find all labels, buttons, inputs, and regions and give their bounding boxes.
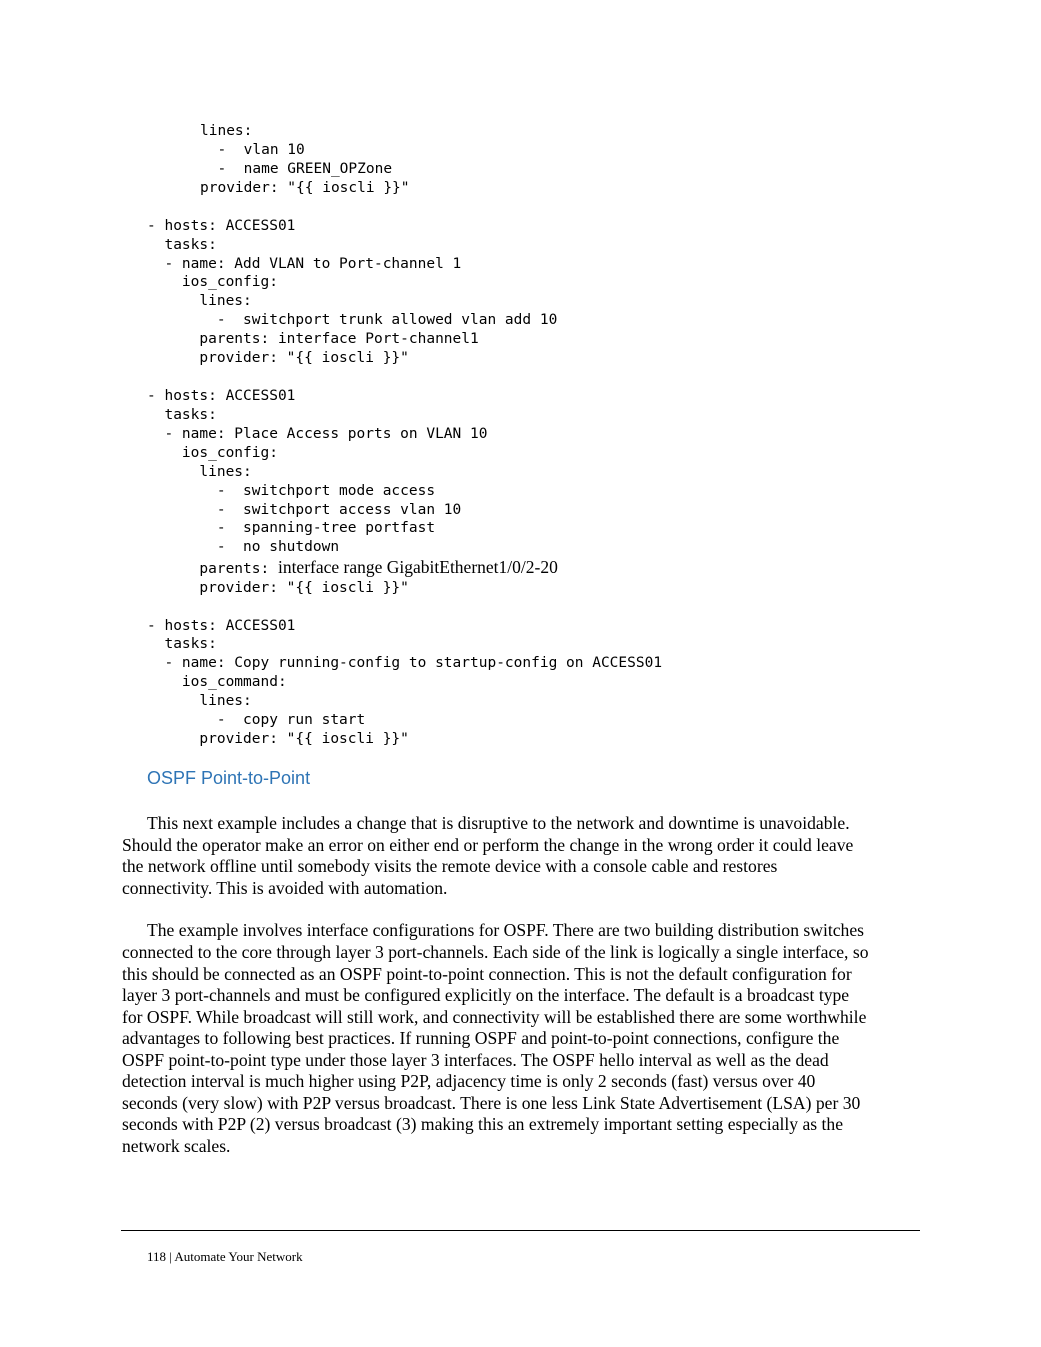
paragraph-line: Should the operator make an error on either end or perform the change in the wrong order it could leave (122, 835, 854, 855)
code-line: lines: (147, 693, 252, 709)
code-line: - switchport trunk allowed vlan add 10 (147, 312, 558, 328)
paragraph-line: for OSPF. While broadcast will still work, and connectivity will be established there are some worthwhile (122, 1007, 867, 1027)
code-line: ios_config: (147, 445, 278, 461)
code-line: - hosts: ACCESS01 (147, 618, 296, 634)
code-line: - copy run start (147, 712, 366, 728)
code-line: provider: "{{ ioscli }}" (147, 731, 409, 747)
code-line: tasks: (147, 636, 217, 652)
code-parents-value: interface range GigabitEthernet1/0/2-20 (277, 557, 558, 577)
code-line: - hosts: ACCESS01 (147, 388, 296, 404)
paragraph-line: connected to the core through layer 3 port-channels. Each side of the link is logically a single interface, so (122, 942, 869, 962)
code-line: - switchport mode access (147, 483, 436, 499)
code-line: - name GREEN_OPZone (200, 161, 393, 177)
code-line: provider: "{{ ioscli }}" (147, 580, 409, 596)
paragraph-line: network scales. (122, 1136, 231, 1156)
paragraph-line: OSPF point-to-point type under those layer 3 interfaces. The OSPF hello interval as well as the dead (122, 1050, 829, 1070)
code-line: - name: Copy running-config to startup-config on ACCESS01 (147, 655, 663, 671)
code-line: - name: Add VLAN to Port-channel 1 (147, 256, 462, 272)
paragraph-line: detection interval is much higher using P2P, adjacency time is only 2 seconds (fast) versus over 40 (122, 1071, 816, 1091)
code-line: provider: "{{ ioscli }}" (147, 350, 409, 366)
code-line: - vlan 10 (200, 142, 305, 158)
paragraph-line: connectivity. This is avoided with automation. (122, 878, 448, 898)
paragraph-line: seconds (very slow) with P2P versus broadcast. There is one less Link State Advertisement (LSA) per 30 (122, 1093, 861, 1113)
code-line: - name: Place Access ports on VLAN 10 (147, 426, 488, 442)
code-line: lines: (147, 293, 252, 309)
code-line: parents: interface Port-channel1 (147, 331, 479, 347)
page-footer: 118 | Automate Your Network (147, 1249, 303, 1264)
paragraph-line: The example involves interface configurations for OSPF. There are two building distribution switches (147, 920, 865, 940)
paragraph-line: seconds with P2P (2) versus broadcast (3) making this an extremely important setting especially as the (122, 1114, 844, 1134)
code-line: - spanning-tree portfast (147, 520, 436, 536)
paragraph-line: the network offline until somebody visits the remote device with a console cable and restores (122, 856, 778, 876)
code-line: - switchport access vlan 10 (147, 502, 462, 518)
paragraph-line: layer 3 port-channels and must be configured explicitly on the interface. The default is a broadcast type (122, 985, 850, 1005)
code-line: lines: (200, 123, 253, 139)
section-heading: OSPF Point-to-Point (147, 768, 311, 788)
code-line: - hosts: ACCESS01 (147, 218, 296, 234)
code-line: ios_command: (147, 674, 287, 690)
paragraph-line: this should be connected as an OSPF point-to-point connection. This is not the default configuration for (122, 964, 852, 984)
paragraph-line: This next example includes a change that is disruptive to the network and downtime is unavoidable. (147, 813, 850, 833)
code-line: tasks: (147, 407, 217, 423)
code-line: ios_config: (147, 274, 278, 290)
code-line: provider: "{{ ioscli }}" (200, 180, 410, 196)
code-line: tasks: (147, 237, 217, 253)
code-line-parents (147, 558, 558, 579)
code-line: lines: (147, 464, 252, 480)
paragraph-line: advantages to following best practices. If running OSPF and point-to-point connections, configure the (122, 1028, 840, 1048)
code-parents-key: parents: (147, 561, 278, 577)
footer-divider (121, 1230, 920, 1231)
code-line: - no shutdown (147, 539, 340, 555)
